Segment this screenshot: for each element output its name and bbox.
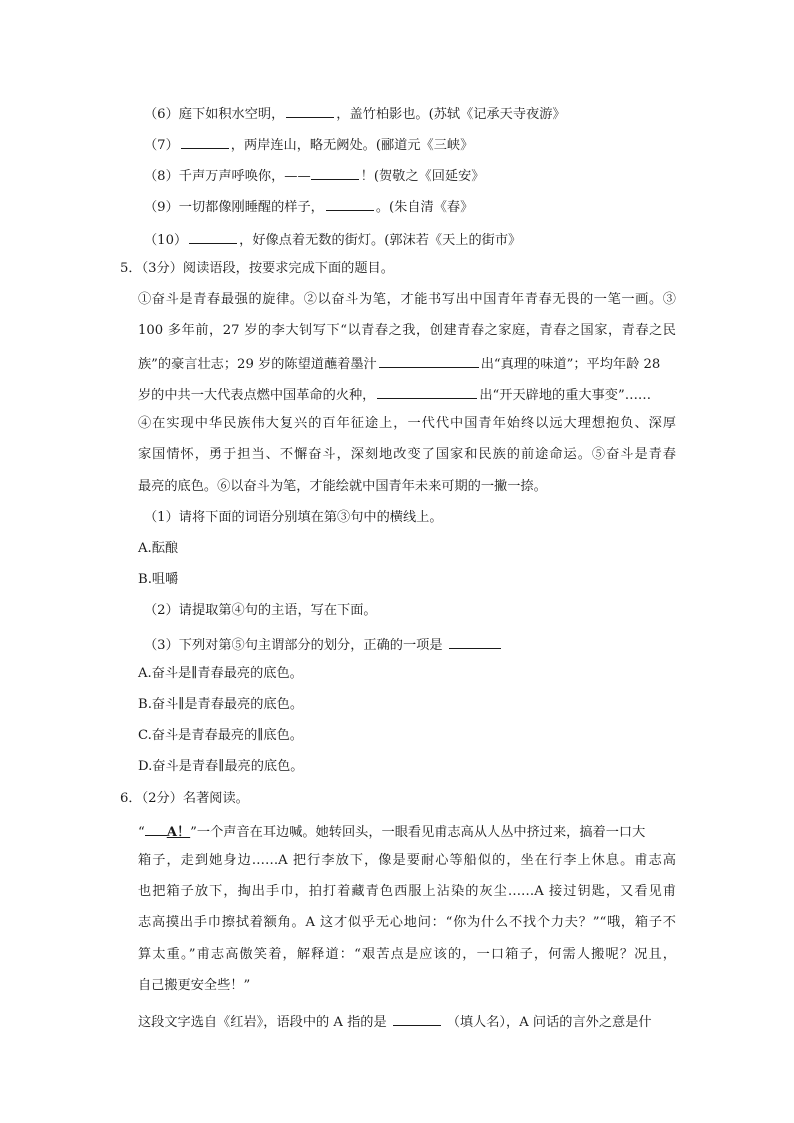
passage-text: 族”的豪言壮志；29 岁的陈望道蘸着墨汁 [138, 357, 377, 372]
passage-text: 出“真理的味道”；平均年龄 28 [480, 357, 661, 372]
underline-blank [145, 820, 167, 836]
q5-sub1: （1）请将下面的词语分别填在第③句中的横线上。 [144, 510, 443, 525]
item-number: （9） [144, 200, 179, 215]
item-text-after: 。(朱自清《春》 [375, 200, 474, 215]
answer-blank[interactable] [189, 228, 237, 244]
q6-passage-line: 箱子，走到她身边……A 把行李放下，像是要耐心等船似的，坐在行李上休息。甫志高 [138, 853, 676, 868]
q5-passage-line [138, 383, 651, 406]
q5-sub3-option-b[interactable]: B.奋斗∥是青春最亮的底色。 [138, 697, 304, 712]
q5-passage-line: 100 多年前，27 岁的李大钊写下“以青春之我，创建青春之家庭，青春之国家，青春之民 [138, 323, 676, 338]
item-text-after: ，盖竹柏影也。(苏轼《记承天寺夜游》 [336, 107, 566, 122]
q5-sub3-option-a[interactable]: A.奋斗是∥青春最亮的底色。 [138, 666, 303, 681]
q6-passage-line: 自己搬更安全些！” [138, 978, 251, 993]
q5-passage-line: ④在实现中华民族伟大复兴的百年征途上，一代代中国青年始终以远大理想抱负、深厚 [138, 416, 676, 431]
q5-sub1-option-b[interactable]: B.咀嚼 [138, 572, 179, 587]
q4-item-6 [144, 102, 566, 125]
q6-passage-line: 志高摸出手巾擦拭着额角。A 这才似乎无心地问：“你为什么不找个力夫？”“哦，箱子不 [138, 915, 676, 930]
item-number: （8） [144, 169, 179, 184]
q4-item-9 [144, 195, 473, 218]
q5-passage-line: 最亮的底色。⑥以奋斗为笔，才能绘就中国青年未来可期的一撇一捺。 [138, 479, 547, 494]
speaker-label: A！ [166, 825, 191, 840]
answer-blank[interactable] [379, 352, 479, 368]
answer-blank[interactable] [449, 633, 501, 649]
question-text: （3）下列对第⑤句主谓部分的划分，正确的一项是 [144, 638, 443, 653]
passage-text: 出“开天辟地的重大事变”…… [479, 388, 652, 403]
item-text-after: ！(贺敬之《回延安》 [360, 169, 485, 184]
answer-blank[interactable] [286, 102, 334, 118]
question-text: （填人名），A 问话的言外之意是什 [446, 1015, 652, 1030]
item-text-after: ，好像点着无数的街灯。(郭沫若《天上的街市》 [239, 233, 522, 248]
answer-blank[interactable] [326, 195, 374, 211]
passage-text: ”一个声音在耳边喊。她转回头，一眼看见甫志高从人丛中挤过来，搞着一口大 [190, 825, 646, 840]
passage-text: 岁的中共一大代表点燃中国革命的火种， [138, 388, 376, 403]
item-number: （10） [144, 233, 188, 248]
item-number: （7） [144, 138, 179, 153]
item-text-before: 千声万声呼唤你，—— [178, 169, 311, 184]
q5-header: 5．（3分）阅读语段，按要求完成下面的题目。 [120, 261, 394, 276]
q5-sub2: （2）请提取第④句的主语，写在下面。 [144, 603, 377, 618]
q5-passage-line: 家国情怀，勇于担当、不懈奋斗，深刻地改变了国家和民族的前途命运。⑤奋斗是青春 [138, 447, 676, 462]
item-text-before: 一切都像刚睡醒的样子， [178, 200, 324, 215]
answer-blank[interactable] [377, 383, 477, 399]
answer-blank[interactable] [393, 1010, 441, 1026]
q4-item-10 [144, 228, 521, 251]
answer-blank[interactable] [181, 133, 229, 149]
quote-mark: “ [138, 825, 145, 840]
q6-passage-line: 也把箱子放下，掏出手巾，拍打着藏青色西服上沾染的灰尘……A 接过钥匙，又看见甫 [138, 884, 676, 899]
item-text-before: 庭下如积水空明， [178, 107, 285, 122]
item-number: （6） [144, 107, 179, 122]
q4-item-7 [144, 133, 473, 156]
item-text-after: ，两岸连山，略无阙处。(郦道元《三峡》 [230, 138, 474, 153]
q5-sub3-option-c[interactable]: C.奋斗是青春最亮的∥底色。 [138, 728, 303, 743]
q5-passage-line: ①奋斗是青春最强的旋律。②以奋斗为笔，才能书写出中国青年青春无畏的一笔一画。③ [138, 292, 676, 307]
q6-header: 6．（2分）名著阅读。 [120, 791, 249, 806]
q5-passage-line [138, 352, 660, 375]
question-text: 这段文字选自《红岩》，语段中的 A 指的是 [138, 1015, 387, 1030]
answer-blank[interactable] [311, 164, 359, 180]
q5-sub3-option-d[interactable]: D.奋斗是青春∥最亮的底色。 [138, 759, 304, 774]
q5-sub3 [144, 633, 503, 656]
q5-sub1-option-a[interactable]: A.酝酿 [138, 541, 179, 556]
q6-question [138, 1010, 652, 1033]
q6-passage-line [138, 820, 645, 843]
q6-passage-line: 算太重。”甫志高傲笑着，解释道：“艰苦点是应该的，一口箱子，何需人搬呢？况且， [138, 947, 676, 962]
q4-item-8 [144, 164, 484, 187]
